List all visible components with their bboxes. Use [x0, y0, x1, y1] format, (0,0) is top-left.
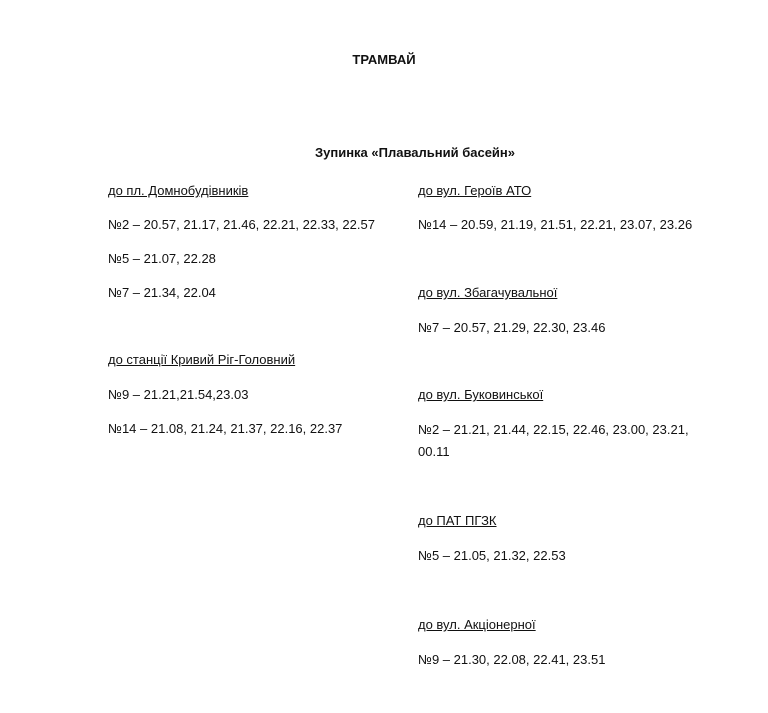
destination-heading: до вул. Буковинської — [418, 387, 544, 402]
destination-group — [108, 349, 408, 440]
destination-heading: до ПАТ ПГЗК — [418, 513, 497, 528]
route-line: №5 – 21.07, 22.28 — [108, 251, 216, 266]
destination-heading: до пл. Домнобудівників — [108, 183, 249, 198]
destination-heading: до вул. Акціонерної — [418, 617, 536, 632]
destination-group — [418, 384, 748, 463]
route-line: №9 – 21.30, 22.08, 22.41, 23.51 — [418, 652, 606, 667]
destination-heading: до вул. Збагачувальної — [418, 285, 558, 300]
destination-heading: до станції Кривий Ріг-Головний — [108, 352, 296, 367]
route-line: №14 – 21.08, 21.24, 21.37, 22.16, 22.37 — [108, 421, 343, 436]
route-line: №14 – 20.59, 21.19, 21.51, 22.21, 23.07, 23.26 — [418, 217, 693, 232]
destination-group — [418, 510, 748, 567]
route-line: №2 – 21.21, 21.44, 22.15, 22.46, 23.00, 23.21, 00.11 — [418, 422, 689, 459]
route-line: №5 – 21.05, 21.32, 22.53 — [418, 548, 566, 563]
document-title: ТРАМВАЙ — [352, 52, 416, 67]
route-line: №2 – 20.57, 21.17, 21.46, 22.21, 22.33, 22.57 — [108, 217, 375, 232]
destination-group — [108, 180, 408, 304]
stop-name: Зупинка «Плавальний басейн» — [314, 145, 516, 160]
destination-group — [418, 282, 748, 339]
route-line: №7 – 20.57, 21.29, 22.30, 23.46 — [418, 320, 606, 335]
destination-group — [418, 614, 748, 671]
route-line: №9 – 21.21,21.54,23.03 — [108, 387, 249, 402]
destination-group — [418, 180, 748, 236]
route-line: №7 – 21.34, 22.04 — [108, 285, 216, 300]
destination-heading: до вул. Героїв АТО — [418, 183, 532, 198]
